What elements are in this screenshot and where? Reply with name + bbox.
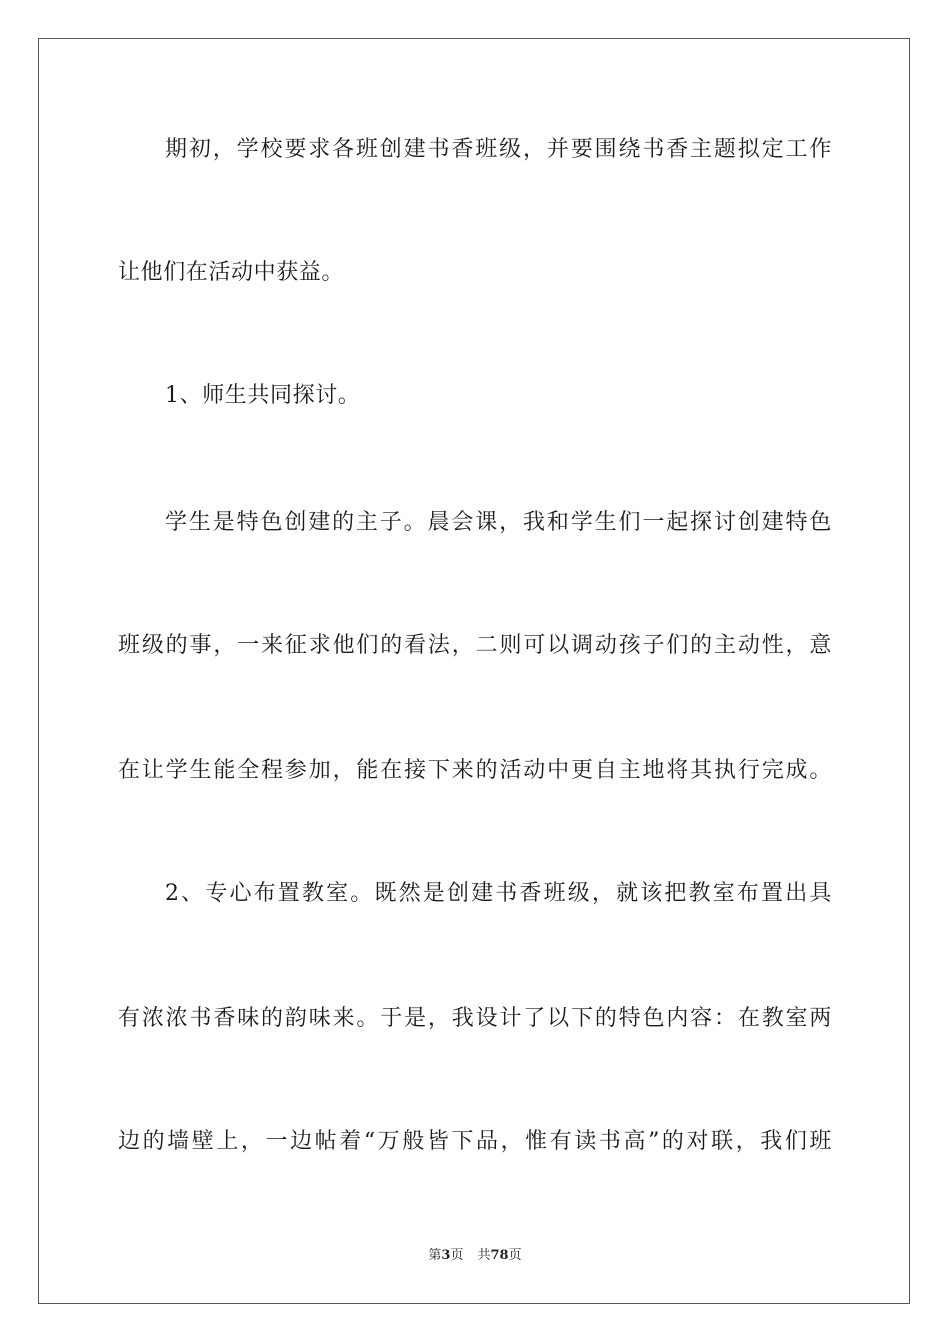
text-line: 期初，学校要求各班创建书香班级，并要围绕书香主题拟定工作: [165, 137, 832, 162]
text-line: 1、师生共同探讨。: [165, 383, 361, 408]
text-line: 边的墙壁上，一边帖着“万般皆下品，惟有读书高”的对联，我们班: [118, 1129, 832, 1154]
total-suffix: 页: [508, 1248, 522, 1263]
text-line: 2、专心布置教室。既然是创建书香班级，就该把教室布置出具: [165, 881, 832, 906]
total-prefix: 共: [477, 1248, 491, 1263]
page-suffix: 页: [450, 1248, 464, 1263]
page-prefix: 第: [428, 1248, 442, 1263]
page-border: [38, 38, 910, 1304]
page-number: 3: [441, 1248, 451, 1263]
text-line: 学生是特色创建的主子。晨会课，我和学生们一起探讨创建特色: [165, 510, 832, 535]
text-line: 班级的事，一来征求他们的看法，二则可以调动孩子们的主动性，意: [118, 633, 832, 658]
text-line: 有浓浓书香味的韵味来。于是，我设计了以下的特色内容：在教室两: [118, 1006, 832, 1031]
text-line: 让他们在活动中获益。: [118, 260, 345, 285]
total-pages: 78: [490, 1248, 509, 1263]
page-footer: [0, 1247, 950, 1265]
text-line: 在让学生能全程参加，能在接下来的活动中更自主地将其执行完成。: [118, 758, 832, 783]
